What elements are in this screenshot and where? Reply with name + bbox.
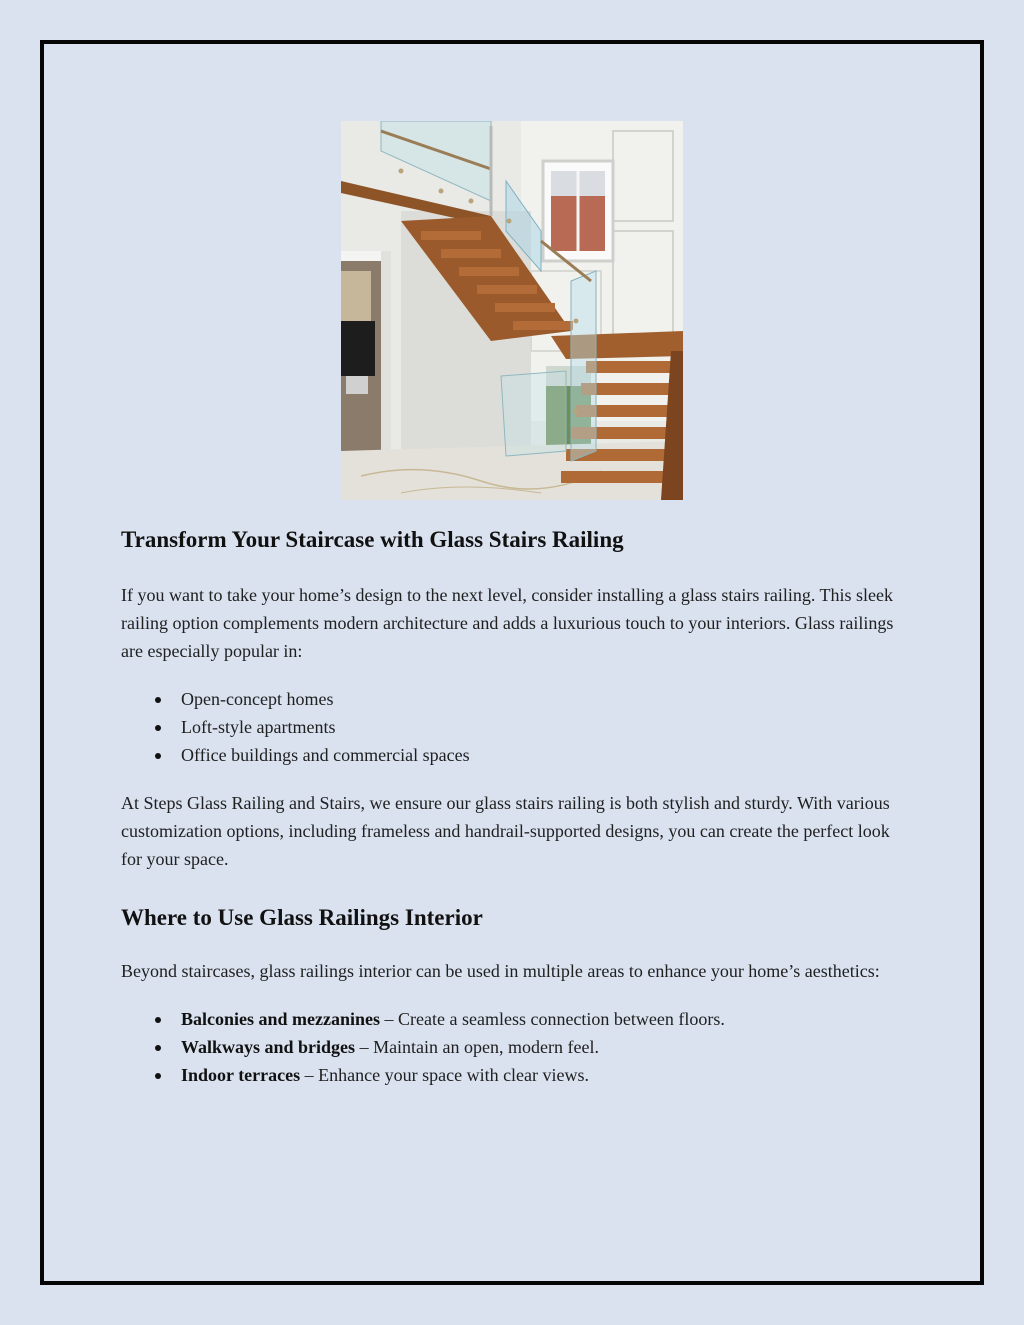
section1-intro: If you want to take your home’s design to the next level, consider installing a glass stairs railing. This sleek railing option complements modern architecture and adds a luxurious touch to your interiors. Glass railings are especially popular in:	[121, 584, 894, 661]
list-item	[181, 1061, 911, 1089]
list-item-term: Walkways and bridges	[181, 1037, 356, 1058]
list-item-desc: – Enhance your space with clear views.	[300, 1065, 590, 1086]
section2-list	[121, 1005, 911, 1089]
list-item: Office buildings and commercial spaces	[181, 741, 911, 769]
article-content	[121, 526, 911, 1089]
list-item-term: Balconies and mezzanines	[181, 1009, 381, 1030]
section2-intro: Beyond staircases, glass railings interior can be used in multiple areas to enhance your home’s aesthetics:	[121, 961, 880, 982]
list-item	[181, 1033, 911, 1061]
section1-list	[121, 685, 911, 769]
section1-heading: Transform Your Staircase with Glass Stairs Railing	[121, 527, 624, 552]
section1-closing: At Steps Glass Railing and Stairs, we ensure our glass stairs railing is both stylish and sturdy. With various customization options, including frameless and handrail-supported designs, you can create the perfect look for your space.	[121, 792, 890, 869]
list-item: Open-concept homes	[181, 685, 911, 713]
page-frame	[40, 40, 984, 1285]
staircase-photo	[341, 121, 683, 500]
list-item-term: Indoor terraces	[181, 1065, 301, 1086]
list-item	[181, 1005, 911, 1033]
list-item-desc: – Create a seamless connection between floors.	[380, 1009, 725, 1030]
section2-heading: Where to Use Glass Railings Interior	[121, 904, 483, 930]
list-item-desc: – Maintain an open, modern feel.	[355, 1037, 599, 1058]
list-item: Loft-style apartments	[181, 713, 911, 741]
